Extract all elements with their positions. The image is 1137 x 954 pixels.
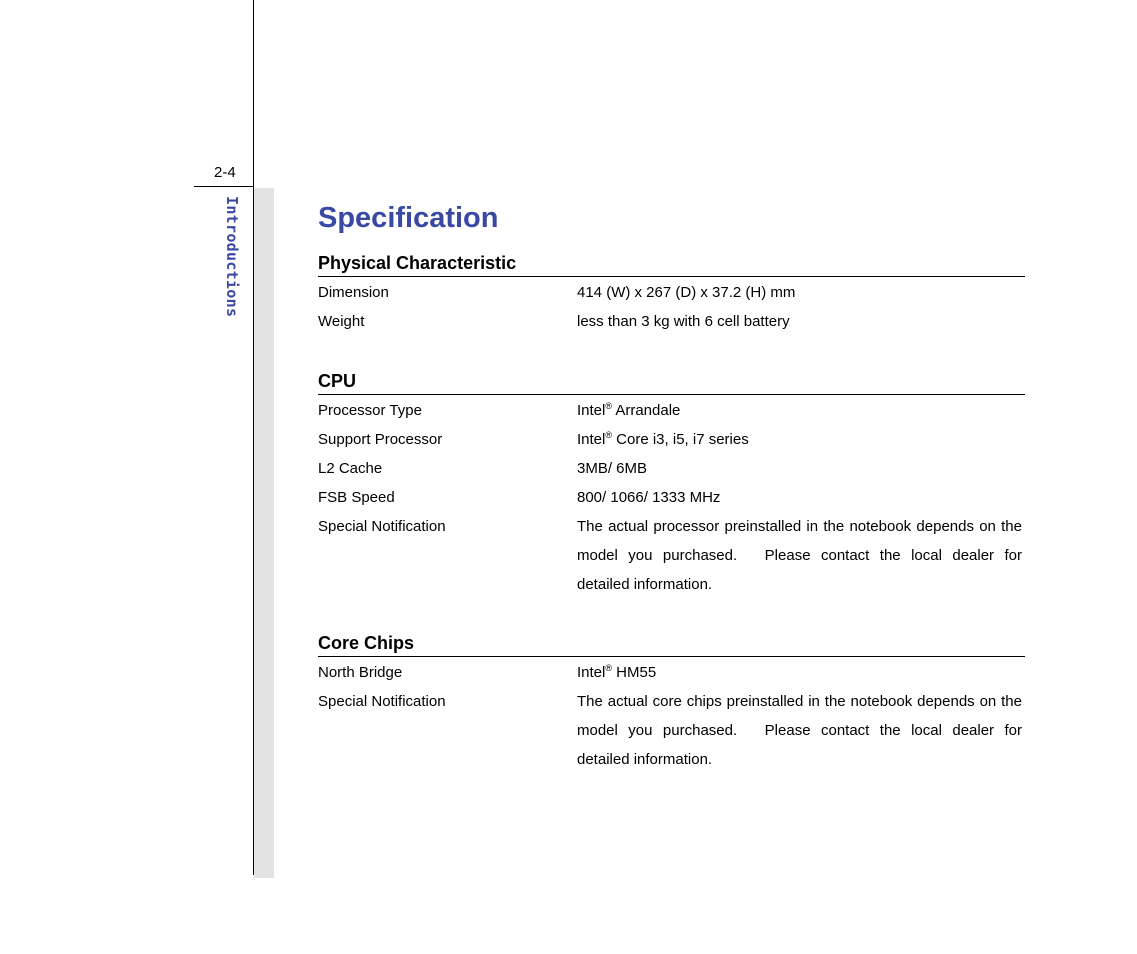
spec-value-text: Arrandale <box>612 402 681 419</box>
page-title: Specification <box>318 202 499 234</box>
spec-value: The actual core chips preinstalled in the notebook depends on the model you purchased. Please contact the local dealer for detailed information. <box>577 693 1022 768</box>
spec-value: less than 3 kg with 6 cell battery <box>577 313 790 330</box>
spec-label: Dimension <box>318 284 389 301</box>
spec-row-special-notification <box>318 512 1025 599</box>
spec-value-text: HM55 <box>612 664 657 681</box>
registered-mark: ® <box>605 430 612 440</box>
spec-value: The actual processor preinstalled in the notebook depends on the model you purchased. Please contact the local dealer for detailed information. <box>577 518 1022 593</box>
spec-label: Special Notification <box>318 693 446 710</box>
spec-label: L2 Cache <box>318 460 383 477</box>
page-number-rule <box>194 186 253 187</box>
section-physical-characteristic <box>318 252 1025 336</box>
section-heading: CPU <box>318 370 1025 395</box>
section-core-chips <box>318 632 1025 774</box>
brand-name: Intel <box>577 431 606 448</box>
spec-row-weight <box>318 307 1025 336</box>
spec-value <box>577 425 1025 454</box>
spec-row-fsb-speed <box>318 483 1025 512</box>
registered-mark: ® <box>605 663 612 673</box>
side-gray-bar <box>254 188 274 878</box>
section-cpu <box>318 370 1025 599</box>
spec-value-text: Core i3, i5, i7 series <box>612 431 749 448</box>
section-heading: Physical Characteristic <box>318 252 1025 277</box>
spec-value: 800/ 1066/ 1333 MHz <box>577 489 721 506</box>
page-number: 2-4 <box>214 164 236 181</box>
spec-value: 414 (W) x 267 (D) x 37.2 (H) mm <box>577 284 796 301</box>
brand-name: Intel <box>577 664 606 681</box>
brand-name: Intel <box>577 402 606 419</box>
spec-row-processor-type <box>318 396 1025 425</box>
spec-label: Support Processor <box>318 431 443 448</box>
spec-row-l2-cache <box>318 454 1025 483</box>
spec-label: Special Notification <box>318 518 446 535</box>
spec-label: Weight <box>318 313 365 330</box>
section-heading: Core Chips <box>318 632 1025 657</box>
spec-value <box>577 396 1025 425</box>
spec-row-special-notification <box>318 687 1025 774</box>
spec-row-north-bridge <box>318 658 1025 687</box>
spec-row-support-processor <box>318 425 1025 454</box>
registered-mark: ® <box>605 401 612 411</box>
spec-row-dimension <box>318 278 1025 307</box>
chapter-side-label: Introductions <box>223 196 241 318</box>
spec-value: 3MB/ 6MB <box>577 460 648 477</box>
spec-label: Processor Type <box>318 402 422 419</box>
spec-label: FSB Speed <box>318 489 395 506</box>
spec-label: North Bridge <box>318 664 403 681</box>
spec-value <box>577 658 1025 687</box>
